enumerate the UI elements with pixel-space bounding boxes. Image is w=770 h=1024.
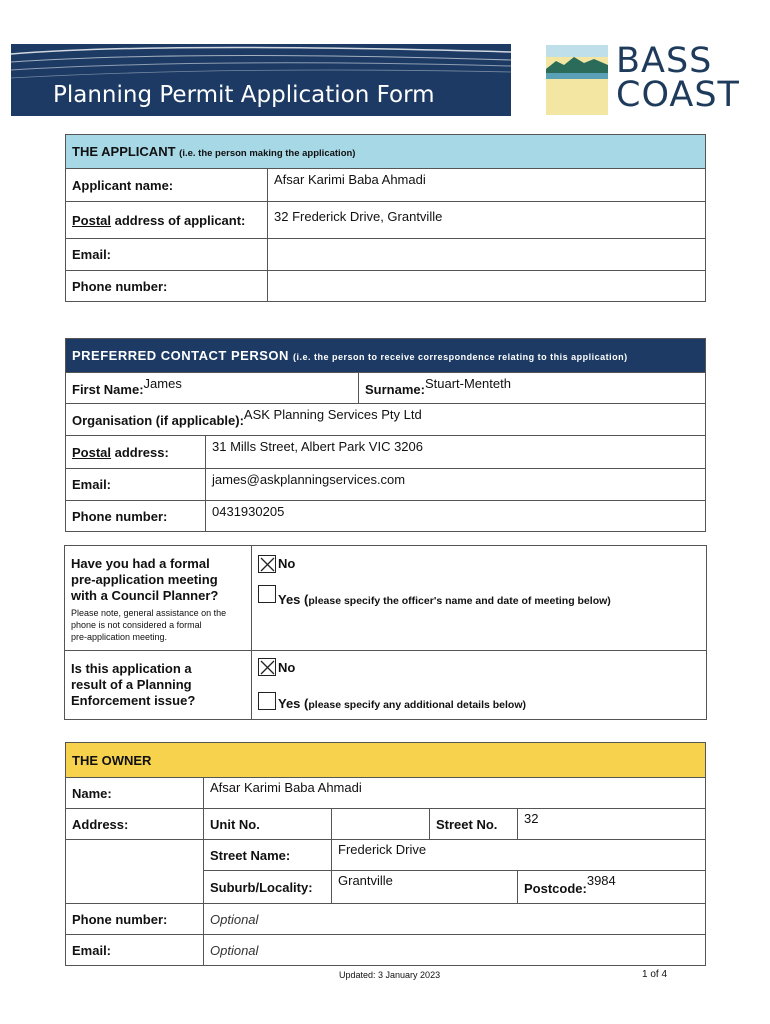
- contact-phone-label: Phone number:: [66, 501, 206, 532]
- applicant-postal-field[interactable]: 32 Frederick Drive, Grantville: [268, 202, 706, 239]
- applicant-postal-label: Postal address of applicant:: [66, 202, 268, 239]
- contact-section: [65, 338, 706, 532]
- owner-unit-field[interactable]: [332, 809, 430, 840]
- owner-section: [65, 742, 706, 966]
- owner-street-no-label: Street No.: [430, 809, 518, 840]
- logo-text-coast: COAST: [616, 75, 740, 115]
- enforcement-yes-checkbox[interactable]: [258, 692, 276, 710]
- owner-unit-label: Unit No.: [204, 809, 332, 840]
- pre-application-question: Have you had a formal pre-application meeting with a Council Planner?: [71, 556, 219, 603]
- owner-suburb-label: Suburb/Locality:: [204, 871, 332, 904]
- owner-email-field[interactable]: Optional: [204, 935, 706, 966]
- enforcement-no-label: No: [278, 660, 296, 675]
- pre-application-yes-label: Yes (please specify the officer's name and date of meeting below): [278, 592, 611, 607]
- applicant-phone-label: Phone number:: [66, 271, 268, 302]
- applicant-heading: THE APPLICANT (i.e. the person making the application): [66, 135, 706, 169]
- contact-surname-label: Surname:: [365, 382, 425, 397]
- owner-heading: THE OWNER: [66, 743, 706, 778]
- applicant-name-label: Applicant name:: [66, 169, 268, 202]
- contact-first-name-value: James: [143, 376, 182, 391]
- contact-heading: PREFERRED CONTACT PERSON (i.e. the person to receive correspondence relating to this application): [66, 339, 706, 373]
- enforcement-yes-label: Yes (please specify any additional details below): [278, 696, 527, 711]
- footer-page-number: 1 of 4: [642, 969, 668, 980]
- enforcement-question: Is this application a result of a Planning Enforcement issue?: [71, 661, 196, 708]
- owner-address-label: Address:: [66, 809, 204, 840]
- owner-suburb-field[interactable]: Grantville: [332, 871, 518, 904]
- owner-postcode-label: Postcode:: [524, 881, 587, 896]
- footer-updated: Updated: 3 January 2023: [339, 970, 441, 980]
- header-banner: [11, 44, 511, 116]
- contact-surname-value: Stuart-Menteth: [424, 376, 511, 391]
- owner-email-label: Email:: [66, 935, 204, 966]
- logo-emblem: [546, 45, 608, 115]
- logo-hills-icon: [546, 45, 608, 115]
- enforcement-no-checkbox[interactable]: [258, 658, 276, 676]
- owner-street-name-label: Street Name:: [204, 840, 332, 871]
- contact-first-name-field[interactable]: [66, 373, 359, 404]
- page-title: Planning Permit Application Form: [53, 82, 435, 108]
- contact-postal-field[interactable]: 31 Mills Street, Albert Park VIC 3206: [206, 436, 706, 469]
- contact-org-value: ASK Planning Services Pty Ltd: [243, 407, 422, 422]
- applicant-email-label: Email:: [66, 239, 268, 271]
- contact-email-field[interactable]: james@askplanningservices.com: [206, 469, 706, 501]
- owner-postcode-field[interactable]: [518, 871, 706, 904]
- pre-application-yes-checkbox[interactable]: [258, 585, 276, 603]
- owner-street-no-field[interactable]: 32: [518, 809, 706, 840]
- applicant-name-field[interactable]: Afsar Karimi Baba Ahmadi: [268, 169, 706, 202]
- contact-first-name-label: First Name:: [72, 382, 144, 397]
- owner-name-field[interactable]: Afsar Karimi Baba Ahmadi: [204, 778, 706, 809]
- divider: [65, 650, 706, 651]
- owner-address-spacer: [66, 840, 204, 904]
- contact-org-field[interactable]: [66, 404, 706, 436]
- checked-x-icon: [259, 659, 277, 677]
- questions-section: [64, 545, 707, 720]
- applicant-section: [65, 134, 706, 302]
- pre-application-no-checkbox[interactable]: [258, 555, 276, 573]
- contact-email-label: Email:: [66, 469, 206, 501]
- checked-x-icon: [259, 556, 277, 574]
- owner-name-label: Name:: [66, 778, 204, 809]
- logo-text-bass: BASS: [616, 41, 713, 81]
- contact-surname-field[interactable]: [359, 373, 706, 404]
- pre-application-note: Please note, general assistance on the phone is not considered a formal pre-application meeting.: [71, 608, 227, 642]
- applicant-email-field[interactable]: [268, 239, 706, 271]
- divider: [251, 546, 252, 719]
- applicant-phone-field[interactable]: [268, 271, 706, 302]
- contact-postal-label: Postal address:: [66, 436, 206, 469]
- owner-phone-label: Phone number:: [66, 904, 204, 935]
- contact-org-label: Organisation (if applicable):: [72, 413, 244, 428]
- pre-application-no-label: No: [278, 556, 296, 571]
- owner-postcode-value: 3984: [586, 873, 616, 888]
- owner-street-name-field[interactable]: Frederick Drive: [332, 840, 706, 871]
- owner-phone-field[interactable]: Optional: [204, 904, 706, 935]
- contact-phone-field[interactable]: 0431930205: [206, 501, 706, 532]
